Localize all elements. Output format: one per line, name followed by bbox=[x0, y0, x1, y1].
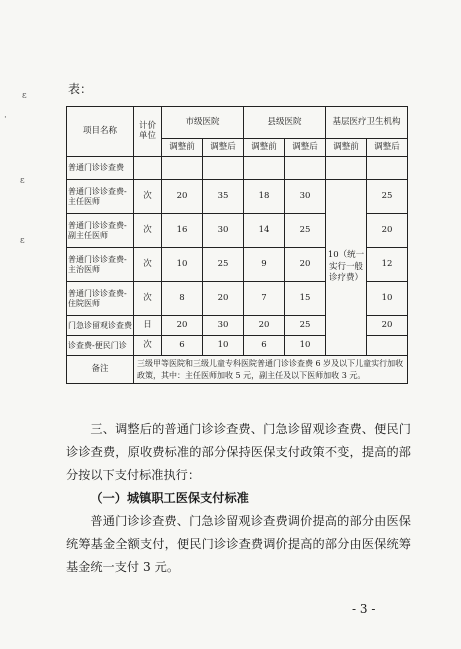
header-grass-after: 调整后 bbox=[367, 139, 408, 157]
grass-after: 20 bbox=[367, 214, 408, 248]
county-before: 6 bbox=[244, 336, 285, 356]
county-before: 7 bbox=[244, 282, 285, 316]
header-item: 项目名称 bbox=[67, 107, 134, 157]
county-after bbox=[285, 157, 326, 180]
header-unit: 计价单位 bbox=[134, 107, 162, 157]
row-name: 普通门诊诊查费-主治医师 bbox=[67, 248, 134, 282]
header-city-after: 调整后 bbox=[203, 139, 244, 157]
row-unit: 日 bbox=[134, 316, 162, 336]
row-unit: 次 bbox=[134, 282, 162, 316]
margin-mark-3: ε bbox=[20, 176, 25, 186]
city-before: 8 bbox=[162, 282, 203, 316]
table-row bbox=[67, 180, 408, 214]
city-before bbox=[162, 157, 203, 180]
table-header-row bbox=[67, 107, 408, 139]
city-after: 30 bbox=[203, 214, 244, 248]
grass-after bbox=[367, 336, 408, 356]
row-name: 普通门诊诊查费 bbox=[67, 157, 134, 180]
county-before: 20 bbox=[244, 316, 285, 336]
county-after: 30 bbox=[285, 180, 326, 214]
row-name: 普通门诊诊查费-住院医师 bbox=[67, 282, 134, 316]
grass-after: 12 bbox=[367, 248, 408, 282]
county-after: 10 bbox=[285, 336, 326, 356]
subheading-1: （一）城镇职工医保支付标准 bbox=[90, 491, 249, 505]
row-name: 普通门诊诊查费-主任医师 bbox=[67, 180, 134, 214]
margin-mark-4: ε bbox=[20, 236, 25, 246]
city-after: 30 bbox=[203, 316, 244, 336]
paragraph-4: 普通门诊诊查费、门急诊留观诊查费调价提高的部分由医保统筹基金全额支付，便民门诊诊查费调价提高的部分由医保统筹基金统一支付 3 元。 bbox=[66, 514, 411, 574]
header-grass-before: 调整前 bbox=[326, 139, 367, 157]
county-after: 25 bbox=[285, 214, 326, 248]
county-before: 18 bbox=[244, 180, 285, 214]
margin-mark-1: ε bbox=[22, 91, 27, 101]
grass-after bbox=[367, 157, 408, 180]
grass-after: 10 bbox=[367, 282, 408, 316]
row-unit: 次 bbox=[134, 336, 162, 356]
header-grassroots: 基层医疗卫生机构 bbox=[326, 107, 408, 139]
note-text: 三级甲等医院和三级儿童专科医院普通门诊诊查费 6 岁及以下儿童实行加收政策，其中：主任医师加收 5 元，副主任及以下医师加收 3 元。 bbox=[134, 356, 408, 384]
city-before: 20 bbox=[162, 180, 203, 214]
city-before: 10 bbox=[162, 248, 203, 282]
table-note-row bbox=[67, 356, 408, 384]
city-before: 6 bbox=[162, 336, 203, 356]
paragraph-3: 三、调整后的普通门诊诊查费、门急诊留观诊查费、便民门诊诊查费，原收费标准的部分保持医保支付政策不变，提高的部分按以下支付标准执行： bbox=[66, 422, 411, 482]
page-number: - 3 - bbox=[352, 602, 376, 616]
fee-table bbox=[66, 106, 408, 384]
county-after: 25 bbox=[285, 316, 326, 336]
city-after: 20 bbox=[203, 282, 244, 316]
row-name: 诊查费-便民门诊 bbox=[67, 336, 134, 356]
county-before: 14 bbox=[244, 214, 285, 248]
city-before: 20 bbox=[162, 316, 203, 336]
county-before bbox=[244, 157, 285, 180]
header-county-before: 调整前 bbox=[244, 139, 285, 157]
header-city: 市级医院 bbox=[162, 107, 244, 139]
row-name: 门急诊留观诊查费 bbox=[67, 316, 134, 336]
header-city-before: 调整前 bbox=[162, 139, 203, 157]
county-after: 20 bbox=[285, 248, 326, 282]
row-unit: 次 bbox=[134, 214, 162, 248]
table-row bbox=[67, 157, 408, 180]
city-after: 10 bbox=[203, 336, 244, 356]
row-unit: 次 bbox=[134, 180, 162, 214]
grass-before-merged: 10（统一实行一般诊疗费） bbox=[326, 180, 367, 356]
city-after: 25 bbox=[203, 248, 244, 282]
grass-before bbox=[326, 157, 367, 180]
row-name: 普通门诊诊查费-副主任医师 bbox=[67, 214, 134, 248]
city-after bbox=[203, 157, 244, 180]
city-before: 16 bbox=[162, 214, 203, 248]
row-unit bbox=[134, 157, 162, 180]
city-after: 35 bbox=[203, 180, 244, 214]
grass-after: 25 bbox=[367, 180, 408, 214]
header-county: 县级医院 bbox=[244, 107, 326, 139]
grass-after: 20 bbox=[367, 316, 408, 336]
county-before: 9 bbox=[244, 248, 285, 282]
note-label: 备注 bbox=[67, 356, 134, 384]
margin-mark-2: · bbox=[4, 113, 7, 123]
county-after: 15 bbox=[285, 282, 326, 316]
row-unit: 次 bbox=[134, 248, 162, 282]
table-intro-label: 表： bbox=[68, 82, 93, 96]
header-county-after: 调整后 bbox=[285, 139, 326, 157]
